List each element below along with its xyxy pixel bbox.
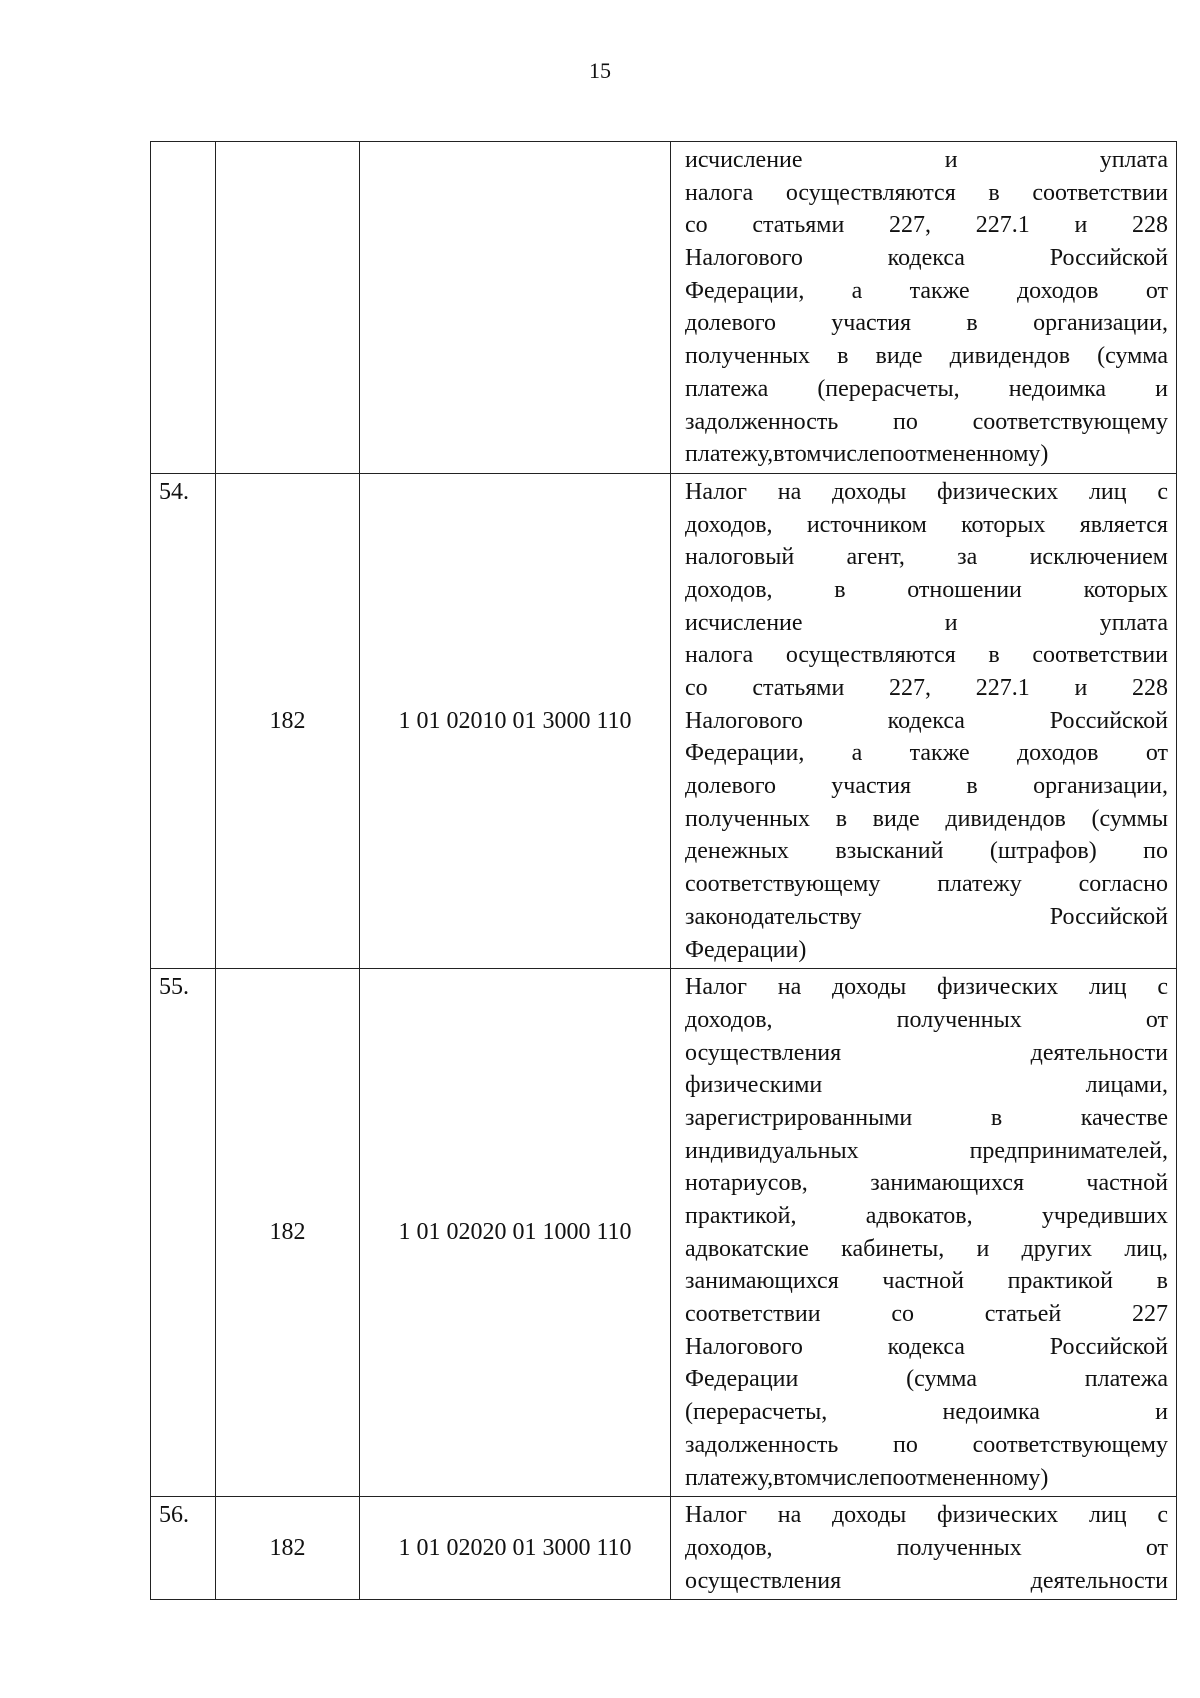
description-line: платежу, в том числе по отмененному) [685,441,1049,468]
row-number-cell [151,473,216,968]
description-line: платежа (перерасчеты, недоимка и [685,375,1168,402]
description-line: полученных в виде дивидендов (сумма [685,343,1168,370]
admin-code-cell: 182 [216,1497,360,1600]
description-line: со статьями 227, 227.1 и 228 [685,675,1168,701]
description-line: Налог на доходы физических лиц с [685,974,1168,1001]
row-number: 56. [159,1502,189,1529]
description-line: индивидуальных предпринимателей, [685,1137,1168,1164]
description-line: доходов, источником которых является [685,511,1168,538]
description-line: задолженность по соответствующему [685,408,1168,435]
description-line: налога осуществляются в соответствии [685,179,1168,206]
description-line: исчисление и уплата [685,147,1168,173]
description-line: соответствии со статьей 227 [685,1301,1168,1328]
description-cell [671,473,1177,968]
description-line: доходов, полученных от [685,1534,1168,1561]
description-text [671,474,1176,968]
description-line: Налог на доходы физических лиц с [685,478,1168,505]
description-line: налоговый агент, за исключением [685,544,1168,571]
description-text [671,969,1176,1496]
kbk-code-cell: 1 01 02020 01 1000 110 [360,969,671,1497]
description-line: Федерации, а также доходов от [685,277,1168,304]
description-line: Налогового кодекса Российской [685,245,1168,272]
description-line: осуществления деятельности [685,1039,1168,1066]
description-line: долевого участия в организации, [685,310,1168,337]
description-line: практикой, адвокатов, учредивших [685,1203,1168,1229]
table-row [151,142,1177,474]
description-line: Налогового кодекса Российской [685,707,1168,734]
description-line: Налогового кодекса Российской [685,1333,1168,1360]
description-line: Федерации) [685,936,807,963]
page-number: 15 [589,58,611,83]
row-number: 54. [159,478,189,505]
description-line: зарегистрированными в качестве [685,1104,1168,1131]
admin-code-cell: 182 [216,969,360,1497]
description-line: адвокатские кабинеты, и других лиц, [685,1235,1168,1262]
description-cell [671,1497,1177,1600]
table-body [151,142,1177,1600]
description-line: занимающихся частной практикой в [685,1268,1168,1295]
description-line: доходов, в отношении которых [685,576,1168,603]
admin-code-cell: 182 [216,473,360,968]
description-line: исчисление и уплата [685,609,1168,636]
description-line: денежных взысканий (штрафов) по [685,838,1168,865]
description-line: Федерации (сумма платежа [685,1366,1168,1393]
description-line: физическими лицами, [685,1072,1168,1099]
kbk-code-cell: 1 01 02020 01 3000 110 [360,1497,671,1600]
description-text [671,142,1176,473]
row-number-cell [151,969,216,1497]
description-cell [671,969,1177,1497]
row-number [151,142,215,144]
table-row [151,473,1177,968]
kbk-code-cell [360,142,671,474]
description-line: долевого участия в организации, [685,773,1168,800]
row-number-cell [151,1497,216,1600]
description-line: Налог на доходы физических лиц с [685,1502,1168,1529]
description-line: задолженность по соответствующему [685,1431,1168,1458]
description-line: Федерации, а также доходов от [685,740,1168,767]
description-line: налога осуществляются в соответствии [685,642,1168,669]
description-line: платежу, в том числе по отмененному) [685,1464,1049,1491]
row-number-cell [151,142,216,474]
description-cell [671,142,1177,474]
description-line: законодательству Российской [685,903,1168,930]
kbk-code-cell: 1 01 02010 01 3000 110 [360,473,671,968]
description-line: со статьями 227, 227.1 и 228 [685,212,1168,239]
table-row [151,969,1177,1497]
description-line: доходов, полученных от [685,1006,1168,1033]
description-line: (перерасчеты, недоимка и [685,1399,1168,1426]
description-line: нотариусов, занимающихся частной [685,1170,1168,1197]
description-line: осуществления деятельности [685,1567,1168,1594]
description-line: соответствующему платежу согласно [685,871,1168,898]
row-number: 55. [159,974,189,1001]
description-line: полученных в виде дивидендов (суммы [685,805,1168,832]
budget-codes-table [150,141,1177,1600]
table-row [151,1497,1177,1600]
description-text [671,1497,1176,1599]
admin-code-cell [216,142,360,474]
